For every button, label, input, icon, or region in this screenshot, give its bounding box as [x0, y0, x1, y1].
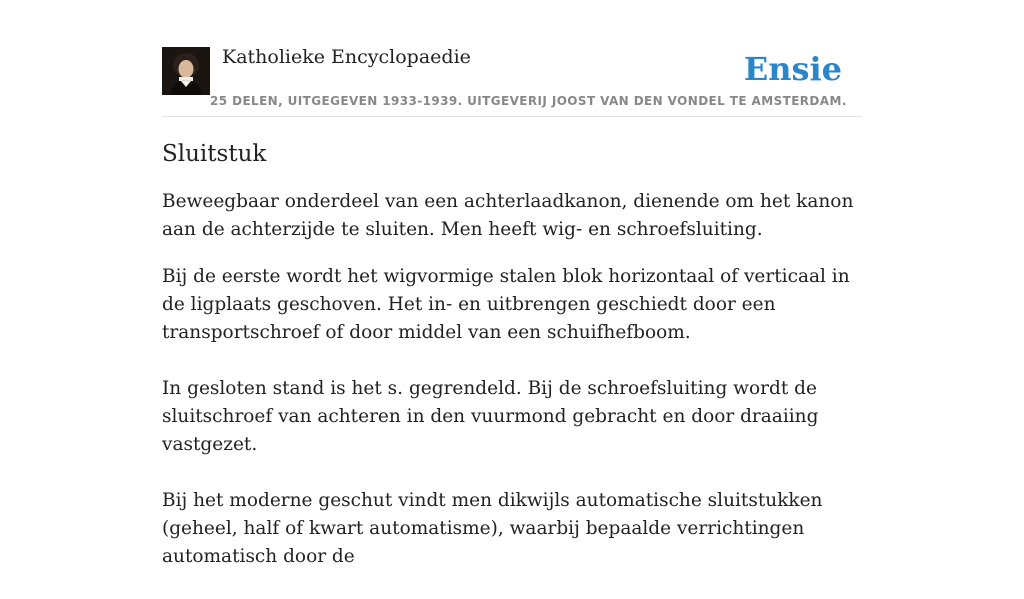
- article-paragraph: Bij het moderne geschut vindt men dikwijls automatische sluitstukken (geheel, half of kwart automatisme), waarbij bepaalde verrichtingen automatisch door de: [162, 490, 823, 567]
- source-title[interactable]: Katholieke Encyclopaedie: [222, 46, 471, 68]
- source-meta: 25 DELEN, UITGEGEVEN 1933-1939. UITGEVERIJ JOOST VAN DEN VONDEL TE AMSTERDAM.: [210, 94, 847, 108]
- source-header: [162, 44, 862, 117]
- article-paragraph: In gesloten stand is het s. gegrendeld. Bij de schroefsluiting wordt de sluitschroef van achteren in den vuurmond gebracht en door draaiing vastgezet.: [162, 378, 819, 455]
- portrait-avatar-icon: [162, 47, 210, 95]
- article-paragraph: Bij de eerste wordt het wigvormige stalen blok horizontaal of verticaal in de ligplaats geschoven. Het in- en uitbrengen geschiedt door een transportschroef of door middel van een schuifhefboom.: [162, 266, 850, 343]
- article-intro: Beweegbaar onderdeel van een achterlaadkanon, dienende om het kanon aan de achterzijde te sluiten. Men heeft wig- en schroefsluiting.: [162, 191, 854, 240]
- source-avatar-icon[interactable]: [162, 47, 210, 95]
- article-title: Sluitstuk: [162, 141, 267, 167]
- article: [162, 138, 862, 599]
- brand-logo[interactable]: Ensie: [743, 50, 842, 88]
